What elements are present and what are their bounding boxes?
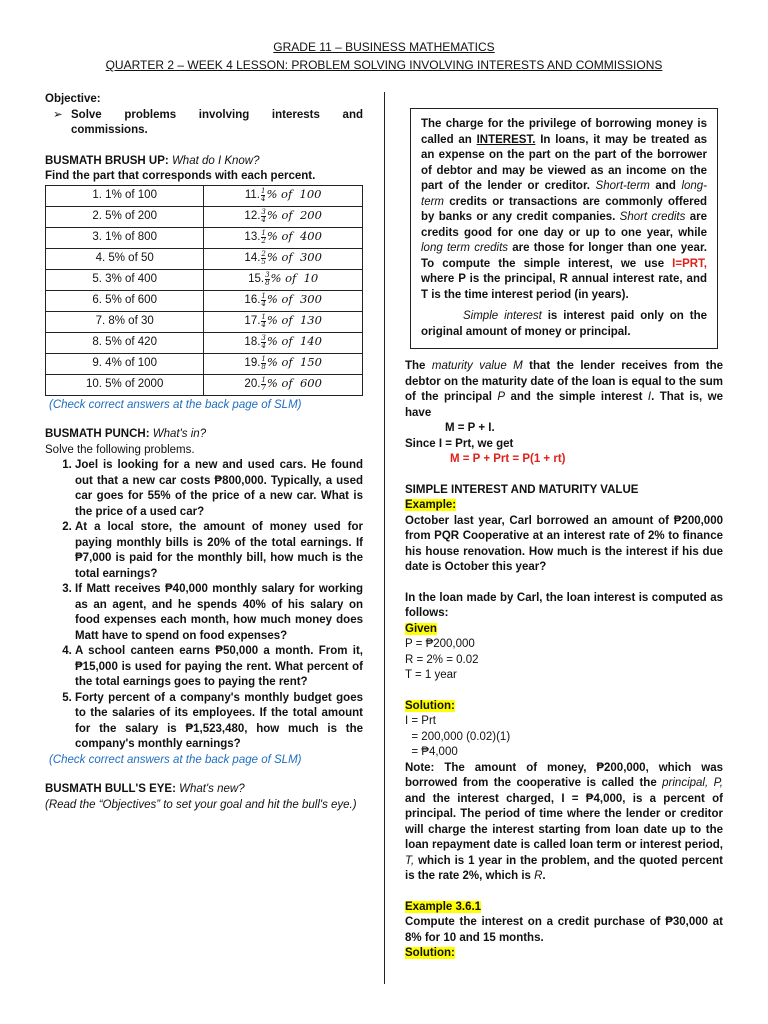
brushup-instructions: Find the part that corresponds with each percent. xyxy=(45,170,316,182)
table-row xyxy=(46,332,363,353)
solution-line: I = Prt xyxy=(405,715,436,727)
percent-item: 9. 4% of 100 xyxy=(46,353,204,374)
solution-line: = ₱4,000 xyxy=(405,746,458,758)
percent-item: 7. 8% of 30 xyxy=(46,311,204,332)
percent-item: 4. 5% of 50 xyxy=(46,248,204,269)
fraction-percent-item: 19. $\frac{1}{8}$ % of 150 xyxy=(204,353,363,374)
punch-instructions: Solve the following problems. xyxy=(45,443,195,456)
percent-item: 2. 5% of 200 xyxy=(46,206,204,227)
example-label: Example: xyxy=(405,499,457,511)
fraction-percent-item: 11. $\frac{1}{4}$ % of 100 xyxy=(204,185,363,206)
example-361-text: Compute the interest on a credit purchase of ₱30,000 at 8% for 10 and 15 months. xyxy=(405,916,723,944)
fraction-percent-item: 12. $\frac{3}{4}$ % of 200 xyxy=(204,206,363,227)
objective-item xyxy=(45,108,363,139)
table-row xyxy=(46,374,363,395)
given-line: P = ₱200,000 xyxy=(405,638,475,650)
percent-item: 8. 5% of 420 xyxy=(46,332,204,353)
equation-maturity: M = P + I. xyxy=(445,422,495,434)
table-row xyxy=(46,311,363,332)
table-row xyxy=(46,185,363,206)
percent-item: 3. 1% of 800 xyxy=(46,227,204,248)
check-answers-note-2: (Check correct answers at the back page of SLM) xyxy=(49,753,302,766)
percent-item: 1. 1% of 100 xyxy=(46,185,204,206)
section-heading: SIMPLE INTEREST AND MATURITY VALUE xyxy=(405,483,639,496)
maturity-value-paragraph: The maturity value M that the lender receives from the debtor on the maturity date of the loan is equal to the sum of the principal P and the simple interest I. That is, we have xyxy=(405,360,724,419)
fraction-percent-item: 13. $\frac{1}{2}$ % of 400 xyxy=(204,227,363,248)
table-row xyxy=(46,290,363,311)
interest-definition-box xyxy=(410,108,718,349)
given-line: R = 2% = 0.02 xyxy=(405,653,479,666)
percent-item: 6. 5% of 600 xyxy=(46,290,204,311)
example-text: October last year, Carl borrowed an amount of ₱200,000 from PQR Cooperative at an interest rate of 2% to finance his house renovation. How much is the interest if his due date is October this year? xyxy=(405,514,723,573)
solution-line: = 200,000 (0.02)(1) xyxy=(405,730,511,743)
table-row xyxy=(46,353,363,374)
list-item: 5. Forty percent of a company's monthly budget goes to the salaries of its employees. If the total amount for the salary is ₱1,523,480, how much is the company's monthly earnings? xyxy=(75,691,363,753)
objective-text: Solve problems involving interests and commissions. xyxy=(71,108,363,136)
fraction-percent-item: 16. $\frac{1}{4}$ % of 300 xyxy=(204,290,363,311)
given-line: T = 1 year xyxy=(405,669,457,681)
column-divider xyxy=(384,92,385,984)
solution-label: Solution: xyxy=(405,699,455,712)
punch-heading: BUSMATH PUNCH: What's in? xyxy=(45,428,207,440)
table-row xyxy=(46,269,363,290)
list-item: 4. A school canteen earns ₱50,000 a month. From it, ₱15,000 is used for paying the rent. What percent of the total earnings goes to paying the rent? xyxy=(75,644,363,691)
simple-interest-definition: Simple interest is interest paid only on the original amount of money or principal. xyxy=(421,310,707,338)
percent-item: 10. 5% of 2000 xyxy=(46,374,204,395)
definition-paragraph: The charge for the privilege of borrowing money is called an INTEREST. In loans, it may be treated as an expense on the part on the part of the borrower of debtor and may be viewed as an income on the part of the lender or creditor. Short-term and long-term credits or transactions are commonly offered by banks or any credit companies. Short credits are credits good for one day or up to one year, while long term credits are those for longer than one year. To compute the simple interest, we use I=PRT, where P is the principal, R annual interest rate, and T is the time interest period (in years). xyxy=(421,118,708,301)
list-item: 2. At a local store, the amount of money used for paying monthly bills is 20% of the total earnings. If ₱7,000 is paid for the monthly bill, how much is the total earnings? xyxy=(75,520,363,582)
fraction-percent-item: 15. $\frac{3}{8}$ % of 10 xyxy=(204,269,363,290)
check-answers-note-1: (Check correct answers at the back page of SLM) xyxy=(49,398,302,411)
note-paragraph: Note: The amount of money, ₱200,000, which was borrowed from the cooperative is called the principal, P, and the interest charged, I = ₱4,000, is a percent of principal. The period of time where the lender or creditor will charge the interest starting from loan date up to the loan repayment date is called loan term or interest period, T, which is 1 year in the problem, and the quoted percent is the rate 2%, which is R. xyxy=(405,761,723,882)
arrow-bullet-icon: ➢ xyxy=(53,108,63,121)
list-item: 3. If Matt receives ₱40,000 monthly salary for working as an agent, and he spends 40% of his salary on food expenses each month, how much money does Matt have to spend on food expenses? xyxy=(75,582,363,644)
table-row xyxy=(46,248,363,269)
solution-label-2: Solution: xyxy=(405,947,455,959)
equation-maturity-expanded: M = P + Prt = P(1 + rt) xyxy=(450,453,566,465)
left-column xyxy=(45,92,363,813)
fraction-percent-item: 18. $\frac{3}{4}$ % of 140 xyxy=(204,332,363,353)
example-361-label: Example 3.6.1 xyxy=(405,900,482,913)
table-row xyxy=(46,227,363,248)
percent-table xyxy=(45,185,363,396)
document-title: GRADE 11 – BUSINESS MATHEMATICS xyxy=(273,40,495,54)
bullseye-heading: BUSMATH BULL'S EYE: What's new? xyxy=(45,783,245,795)
fraction-percent-item: 14. $\frac{2}{5}$ % of 300 xyxy=(204,248,363,269)
fraction-percent-item: 17. $\frac{1}{4}$ % of 130 xyxy=(204,311,363,332)
percent-item: 5. 3% of 400 xyxy=(46,269,204,290)
objective-label: Objective: xyxy=(45,93,101,105)
fraction-percent-item: 20. $\frac{1}{7}$ % of 600 xyxy=(204,374,363,395)
list-item: 1. Joel is looking for a new and used cars. He found out that a new car costs ₱800,000. Typically, a used car goes for 55% of the price of a new car. What is the price of a used car? xyxy=(75,458,363,520)
problem-list xyxy=(45,458,363,753)
brushup-heading: BUSMATH BRUSH UP: What do I Know? xyxy=(45,154,260,167)
right-column xyxy=(405,92,723,962)
given-label: Given xyxy=(405,622,437,635)
table-row xyxy=(46,206,363,227)
lesson-title: QUARTER 2 – WEEK 4 LESSON: PROBLEM SOLVING INVOLVING INTERESTS AND COMMISSIONS xyxy=(105,58,663,72)
loan-text: In the loan made by Carl, the loan interest is computed as follows: xyxy=(405,591,723,619)
bullseye-text: (Read the “Objectives” to set your goal and hit the bull's eye.) xyxy=(45,798,357,811)
since-line: Since I = Prt, we get xyxy=(405,437,514,450)
